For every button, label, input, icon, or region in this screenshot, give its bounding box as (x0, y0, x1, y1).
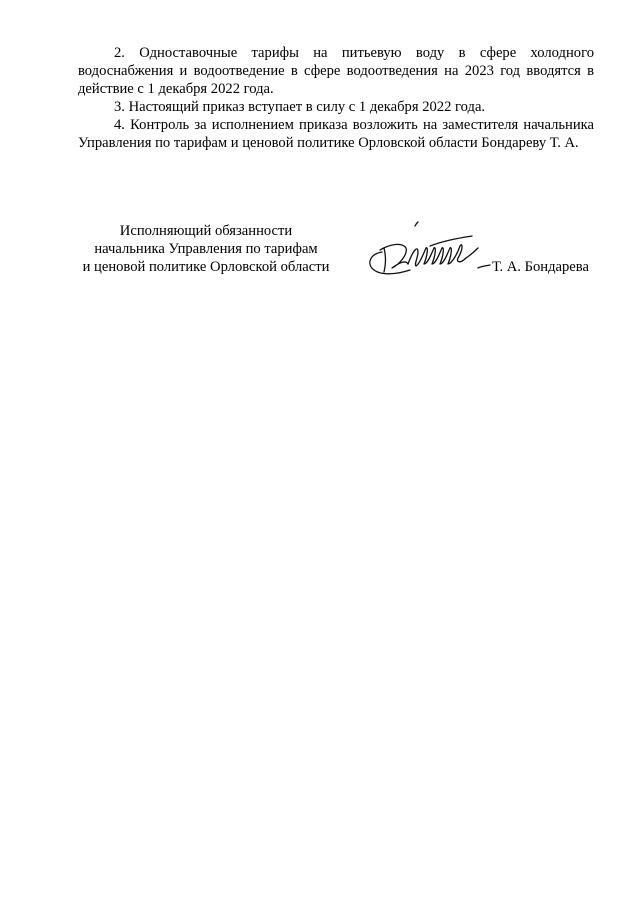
signatory-title-line: Исполняющий обязанности (119, 223, 293, 239)
signatory-title-line: и ценовой политике Орловской области (82, 259, 330, 275)
document-body (78, 44, 594, 152)
paragraph-tariffs: 2. Одноставочные тарифы на питьевую воду в сфере холодного водоснабжения и водоотведение в сфере водоотведения на 2023 год вводятся в действие с 1 декабря 2022 года. (78, 45, 594, 97)
signatory-title-line: начальника Управления по тарифам (94, 241, 318, 257)
paragraph-effective-date: 3. Настоящий приказ вступает в силу с 1 декабря 2022 года. (114, 99, 486, 115)
signatory-name: Т. А. Бондарева (492, 259, 589, 275)
paragraph-control: 4. Контроль за исполнением приказа возложить на заместителя начальника Управления по тарифам и ценовой политике Орловской области Бондареву Т. А. (78, 117, 594, 151)
signatory-title (66, 222, 346, 276)
handwritten-signature (360, 218, 500, 282)
